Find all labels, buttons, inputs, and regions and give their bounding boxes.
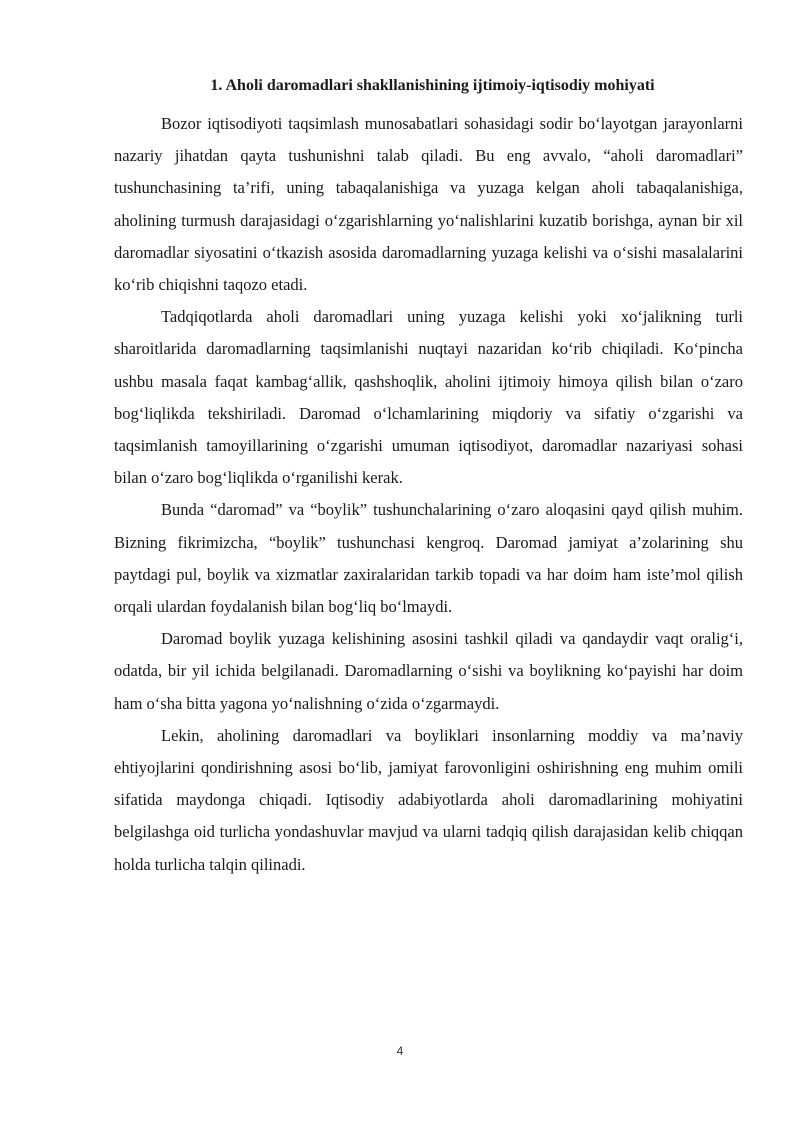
document-body: [114, 74, 743, 881]
page-number: 4: [396, 1044, 404, 1058]
paragraph-2: Tadqiqotlarda aholi daromadlari uning yuzaga kelishi yoki xoʻjalikning turli sharoitlarida daromadlarning taqsimlanishi nuqtayi nazaridan koʻrib chiqiladi. Koʻpincha ushbu masala faqat kambagʻallik, qashshoqlik, aholini ijtimoiy himoya qilish bilan oʻzaro bogʻliqlikda tekshiriladi. Daromad oʻlchamlarining miqdoriy va sifatiy oʻzgarishi va taqsimlanish tamoyillarining oʻzgarishi umuman iqtisodiyot, daromadlar nazariyasi sohasi bilan oʻzaro bogʻliqlikda oʻrganilishi kerak.: [114, 307, 743, 488]
paragraph-4: Daromad boylik yuzaga kelishining asosini tashkil qiladi va qandaydir vaqt oraligʻi, odatda, bir yil ichida belgilanadi. Daromadlarning oʻsishi va boylikning koʻpayishi har doim ham oʻsha bitta yagona yoʻnalishning oʻzida oʻzgarmaydi.: [114, 629, 743, 713]
paragraph-3: Bunda “daromad” va “boylik” tushunchalarining oʻzaro aloqasini qayd qilish muhim. Bizning fikrimizcha, “boylik” tushunchasi kengroq. Daromad jamiyat a’zolarining shu paytdagi pul, boylik va xizmatlar zaxiralaridan tarkib topadi va har doim ham iste’mol qilish orqali ulardan foydalanish bilan bogʻliq boʻlmaydi.: [114, 500, 743, 617]
paragraph-1: Bozor iqtisodiyoti taqsimlash munosabatlari sohasidagi sodir boʻlayotgan jarayonlarni nazariy jihatdan qayta tushunishni talab qiladi. Bu eng avvalo, “aholi daromadlari” tushunchasining ta’rifi, uning tabaqalanishiga va yuzaga kelgan aholi tabaqalanishiga, aholining turmush darajasidagi oʻzgarishlarning yoʻnalishlarini kuzatib borishga, aynan bir xil daromadlar siyosatini oʻtkazish asosida daromadlarning yuzaga kelishi va oʻsishi masalalarini koʻrib chiqishni taqozo etadi.: [114, 114, 743, 295]
paragraph-5: Lekin, aholining daromadlari va boyliklari insonlarning moddiy va ma’naviy ehtiyojlarini qondirishning asosi boʻlib, jamiyat farovonligini oshirishning eng muhim omili sifatida maydonga chiqadi. Iqtisodiy adabiyotlarda aholi daromadlarining mohiyatini belgilashga oid turlicha yondashuvlar mavjud va ularni tadqiq qilish darajasidan kelib chiqqan holda turlicha talqin qilinadi.: [114, 725, 743, 874]
section-heading: 1. Aholi daromadlari shakllanishining ijtimoiy-iqtisodiy mohiyati: [210, 77, 655, 94]
